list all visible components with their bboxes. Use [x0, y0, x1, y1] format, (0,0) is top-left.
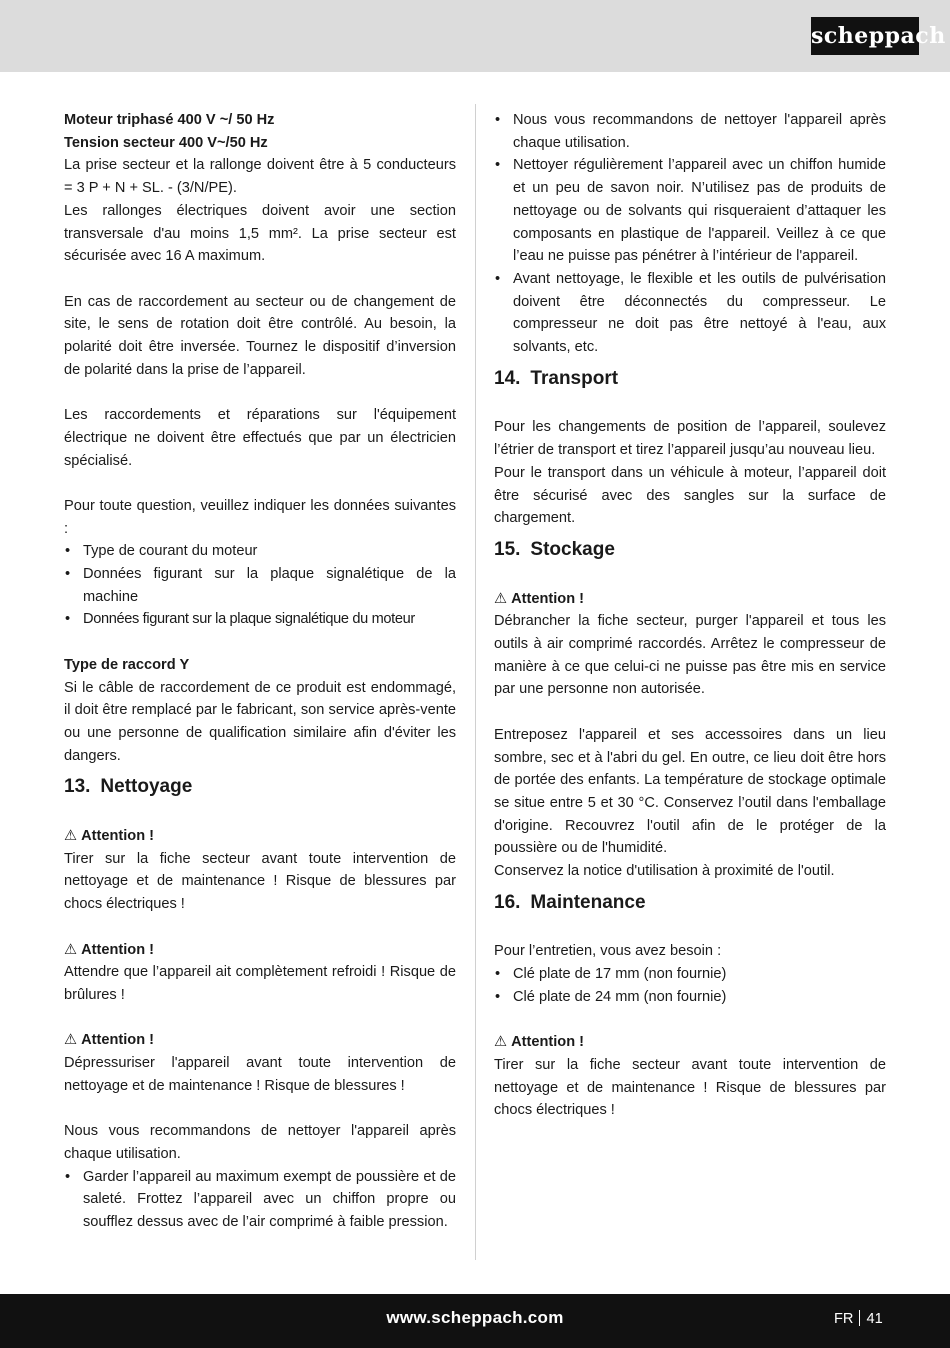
section-number: 14.	[494, 367, 521, 389]
section-number: 16.	[494, 891, 521, 913]
section-number: 15.	[494, 538, 521, 560]
page-number: 41	[866, 1311, 883, 1327]
warning-icon: ⚠	[64, 1032, 78, 1049]
section-title: Stockage	[530, 538, 615, 560]
attention-label: ⚠ Attention !	[64, 828, 155, 845]
brand-logo: scheppach	[811, 17, 919, 55]
connections-paragraph: Les raccordements et réparations sur l'équipement électrique ne doivent être effectués que par un électricien spécialisé.	[64, 407, 456, 469]
warning-icon: ⚠	[64, 941, 78, 958]
warning-text: Débrancher la fiche secteur, purger l'appareil et tous les outils à air comprimé raccordés. Arrêtez le compresseur de manière à ce que celui-ci ne puisse pas être mis en service par une personne non autorisée.	[494, 613, 886, 698]
motor-paragraph-1: La prise secteur et la rallonge doivent être à 5 conducteurs = 3 P + N + SL. - (3/N/PE).	[64, 157, 456, 197]
section-title: Maintenance	[530, 891, 646, 913]
attention-label: ⚠ Attention !	[494, 1034, 585, 1051]
warning-text: Dépressuriser l'appareil avant toute intervention de nettoyage et de maintenance ! Risque de blessures !	[64, 1055, 456, 1094]
motor-title-2: Tension secteur 400 V~/50 Hz	[64, 134, 268, 151]
list-item: • Données figurant sur la plaque signalétique de la machine	[64, 563, 456, 608]
section-heading-16	[494, 883, 886, 918]
warning-icon: ⚠	[64, 828, 78, 845]
maintenance-intro: Pour l’entretien, vous avez besoin :	[494, 943, 722, 960]
warning-icon: ⚠	[494, 1034, 508, 1051]
question-paragraph: Pour toute question, veuillez indiquer les données suivantes :	[64, 497, 456, 537]
storage-paragraph-1: Entreposez l'appareil et ses accessoires dans un lieu sombre, sec et à l'abri du gel. En outre, ce lieu doit être hors de portée des enfants. La température de stockage optimale se situe entre 5 et 30 °C. Conservez l’outil dans l'emballage d'origine. Recouvrez l'outil afin de le protéger de la poussière ou de l'humidité.	[494, 726, 886, 857]
footer-bar	[0, 1294, 950, 1348]
storage-paragraph-2: Conservez la notice d'utilisation à proximité de l'outil.	[494, 863, 835, 880]
list-item: • Nous vous recommandons de nettoyer l'appareil après chaque utilisation.	[494, 109, 886, 154]
list-item: • Données figurant sur la plaque signalétique du moteur	[64, 608, 456, 631]
list-item: • Nettoyer régulièrement l’appareil avec un chiffon humide et un peu de savon noir. N’utilisez pas de produits de nettoyage ou de solvants qui risqueraient d’attaquer les composants en plastique de l'appareil. Veillez à ce que l’eau ne puisse pas pénétrer à l’intérieur de l'appareil.	[494, 154, 886, 268]
page-indicator	[834, 1310, 883, 1327]
raccord-paragraph: Si le câble de raccordement de ce produit est endommagé, il doit être remplacé par le fabricant, son service après-vente ou une personne de qualification similaire afin d'éviter les dangers.	[64, 679, 456, 764]
header-band	[0, 0, 950, 72]
recommend-paragraph: Nous vous recommandons de nettoyer l'appareil après chaque utilisation.	[64, 1123, 456, 1162]
section-heading-15	[494, 530, 886, 565]
right-column	[494, 109, 886, 1122]
list-item: • Clé plate de 24 mm (non fournie)	[494, 986, 886, 1009]
attention-label: ⚠ Attention !	[64, 1032, 155, 1049]
attention-label: ⚠ Attention !	[64, 941, 155, 958]
warning-icon: ⚠	[494, 590, 508, 607]
list-item: • Avant nettoyage, le flexible et les outils de pulvérisation doivent être déconnectés du compresseur. Le compresseur ne doit pas être nettoyé à l'eau, aux solvants, etc.	[494, 268, 886, 359]
transport-paragraph-2: Pour le transport dans un véhicule à moteur, l’appareil doit être sécurisé avec des sangles sur la surface de chargement.	[494, 464, 886, 527]
list-item: • Type de courant du moteur	[64, 540, 456, 563]
warning-text: Tirer sur la fiche secteur avant toute intervention de nettoyage et de maintenance ! Risque de blessures par chocs électriques !	[494, 1056, 886, 1119]
section-number: 13.	[64, 776, 91, 798]
cleaning-list-continued	[494, 109, 886, 359]
motor-title-1: Moteur triphasé 400 V ~/ 50 Hz	[64, 112, 275, 128]
language-code: FR	[834, 1311, 854, 1327]
left-column	[64, 109, 456, 1234]
list-item: • Garder l’appareil au maximum exempt de poussière et de saleté. Frottez l’appareil avec un chiffon propre ou soufflez dessus avec de l’air comprimé à faible pression.	[64, 1166, 456, 1234]
list-item: • Clé plate de 17 mm (non fournie)	[494, 963, 886, 986]
motor-paragraph-2: Les rallonges électriques doivent avoir une section transversale d'au moins 1,5 mm². La prise secteur est sécurisée avec 16 A maximum.	[64, 202, 456, 265]
separator	[859, 1310, 860, 1326]
website-link[interactable]: www.scheppach.com	[386, 1308, 564, 1327]
attention-label: ⚠ Attention !	[494, 590, 585, 607]
tools-list	[494, 963, 886, 1008]
section-heading-13	[64, 767, 456, 802]
transport-paragraph-1: Pour les changements de position de l’appareil, soulevez l’étrier de transport et tirez l’appareil jusqu’au nouveau lieu.	[494, 419, 886, 459]
section-title: Nettoyage	[100, 776, 193, 798]
column-divider	[475, 104, 476, 1260]
question-list	[64, 540, 456, 631]
raccord-title: Type de raccord Y	[64, 656, 190, 673]
warning-text: Tirer sur la fiche secteur avant toute intervention de nettoyage et de maintenance ! Risque de blessures par chocs électriques !	[64, 850, 456, 913]
warning-text: Attendre que l’appareil ait complètement refroidi ! Risque de brûlures !	[64, 964, 456, 1003]
cleaning-list	[64, 1166, 456, 1234]
rotation-paragraph: En cas de raccordement au secteur ou de changement de site, le sens de rotation doit être contrôlé. Au besoin, la polarité doit être inversée. Tournez le dispositif d’inversion de polarité dans la prise de l’appareil.	[64, 293, 456, 378]
section-title: Transport	[530, 367, 619, 389]
section-heading-14	[494, 359, 886, 394]
